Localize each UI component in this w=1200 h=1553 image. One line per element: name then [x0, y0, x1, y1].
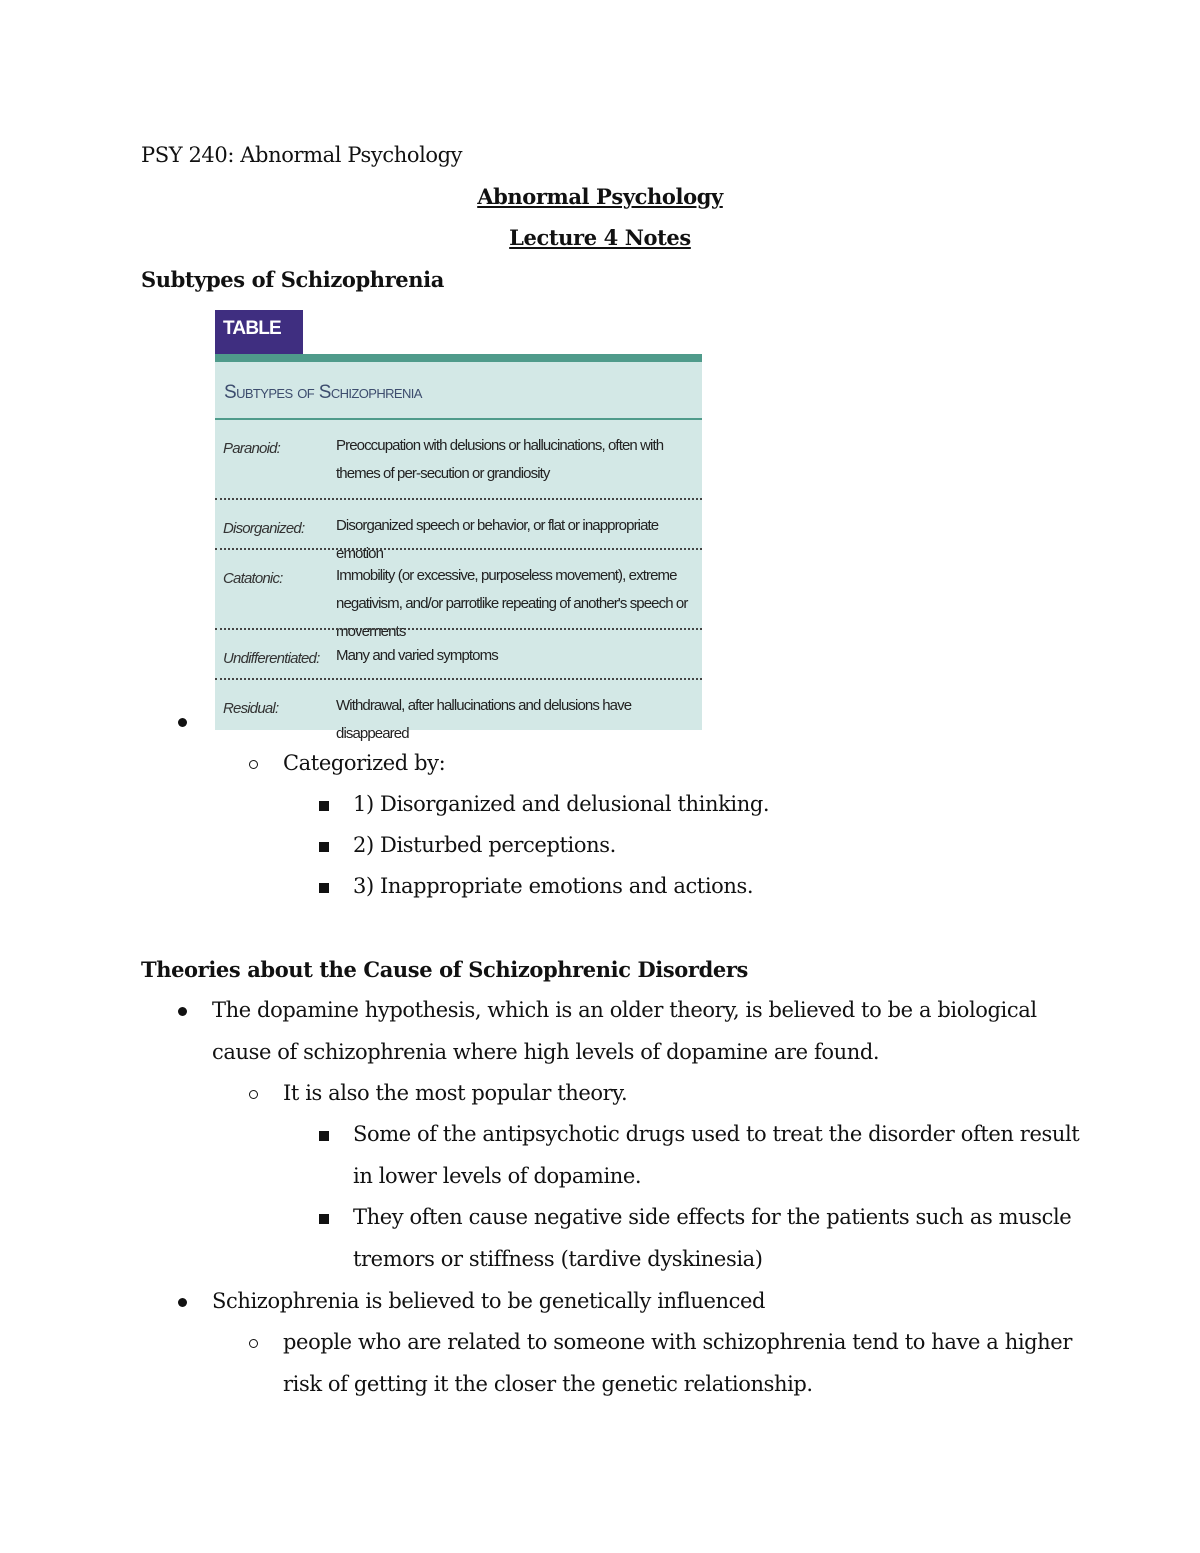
list-item: It is also the most popular theory.: [283, 1081, 628, 1105]
list-item-continuation: cause of schizophrenia where high levels of dopamine are found.: [212, 1040, 880, 1064]
table-definition: Preoccupation with delusions or hallucinations, often with themes of per-secution or grandiosity: [336, 437, 664, 482]
course-header: PSY 240: Abnormal Psychology: [141, 143, 463, 167]
bullet-disc-icon: [178, 1007, 187, 1016]
table-heading: Subtypes of Schizophrenia: [224, 382, 422, 403]
list-item: They often cause negative side effects for the patients such as muscle: [353, 1205, 1072, 1229]
list-item: Categorized by:: [283, 751, 446, 775]
list-item: 1) Disorganized and delusional thinking.: [353, 792, 770, 816]
table-term: Disorganized:: [223, 520, 305, 537]
table-term: Paranoid:: [223, 440, 281, 457]
table-definition: Withdrawal, after hallucinations and delusions have disappeared: [336, 697, 632, 742]
table-divider: [215, 678, 702, 680]
table-divider: [215, 548, 702, 550]
table-term: Undifferentiated:: [223, 650, 320, 667]
bullet-square-icon: [319, 883, 329, 893]
list-item-continuation: risk of getting it the closer the genetic relationship.: [283, 1372, 813, 1396]
list-item-continuation: in lower levels of dopamine.: [353, 1164, 642, 1188]
section-heading-subtypes: Subtypes of Schizophrenia: [141, 267, 444, 292]
table-definition: Immobility (or excessive, purposeless movement), extreme negativism, and/or parrotlike repeating of another's speech or movements: [336, 567, 688, 640]
list-item: 2) Disturbed perceptions.: [353, 833, 616, 857]
table-heading-rule: [215, 418, 702, 420]
table-divider: [215, 628, 702, 630]
table-divider: [215, 498, 702, 500]
table-definition: Disorganized speech or behavior, or flat or inappropriate emotion: [336, 517, 659, 562]
table-term: Catatonic:: [223, 570, 283, 587]
bullet-circle-icon: [249, 1339, 258, 1348]
subtypes-table-image: [215, 310, 702, 742]
bullet-disc-icon: [178, 1298, 187, 1307]
list-item: 3) Inappropriate emotions and actions.: [353, 874, 754, 898]
bullet-disc-icon: [178, 718, 187, 727]
table-definition: Many and varied symptoms: [336, 647, 498, 664]
table-body: [215, 362, 702, 742]
list-item: Schizophrenia is believed to be genetically influenced: [212, 1289, 766, 1313]
list-item: people who are related to someone with schizophrenia tend to have a higher: [283, 1330, 1072, 1354]
document-title: Abnormal Psychology: [477, 184, 723, 209]
table-term: Residual:: [223, 700, 279, 717]
list-item: Some of the antipsychotic drugs used to treat the disorder often result: [353, 1122, 1080, 1146]
bullet-square-icon: [319, 801, 329, 811]
list-item-continuation: tremors or stiffness (tardive dyskinesia): [353, 1247, 763, 1271]
bullet-square-icon: [319, 1214, 329, 1224]
bullet-square-icon: [319, 842, 329, 852]
bullet-circle-icon: [249, 1090, 258, 1099]
bullet-square-icon: [319, 1131, 329, 1141]
list-item: The dopamine hypothesis, which is an older theory, is believed to be a biological: [212, 998, 1037, 1022]
table-tab-label: TABLE: [215, 310, 303, 354]
table-accent-bar: [215, 354, 702, 362]
section-heading-theories: Theories about the Cause of Schizophrenic Disorders: [141, 957, 748, 982]
document-subtitle: Lecture 4 Notes: [509, 225, 691, 250]
bullet-circle-icon: [249, 760, 258, 769]
